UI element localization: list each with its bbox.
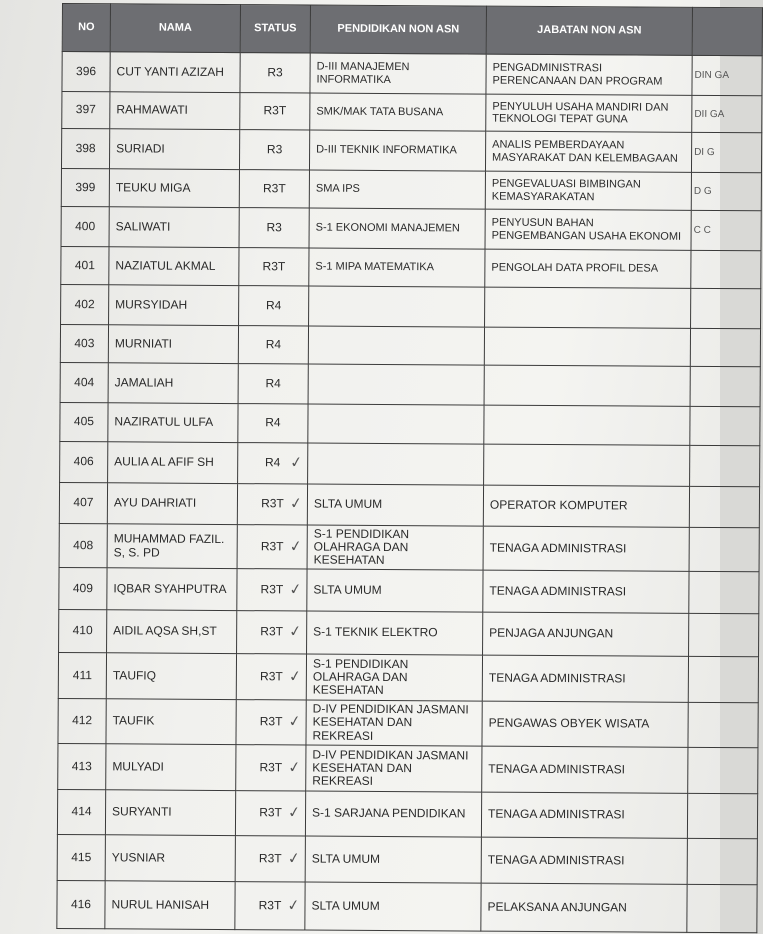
nama-cell: SURYANTI	[105, 790, 235, 836]
pendidikan-cell: S-1 EKONOMI MANAJEMEN	[309, 208, 485, 249]
extra-cell	[687, 793, 757, 838]
no-cell: 403	[60, 324, 108, 362]
nama-cell: JAMALIAH	[108, 363, 238, 404]
jabatan-cell: PENJAGA ANJUNGAN	[483, 612, 689, 656]
jabatan-cell: TENAGA ADMINISTRASI	[482, 655, 688, 702]
check-mark-icon: ✓	[289, 453, 305, 472]
jabatan-cell: PENGEVALUASI BIMBINGAN KEMASYARAKATAN	[485, 171, 691, 210]
nama-cell: RAHMAWATI	[110, 92, 240, 130]
status-text: R4	[265, 415, 281, 430]
pendidikan-cell: SLTA UMUM	[305, 882, 481, 931]
jabatan-cell	[484, 444, 690, 486]
nama-cell: YUSNIAR	[105, 835, 235, 882]
jabatan-cell	[484, 405, 690, 445]
pendidikan-cell: S-1 SARJANA PENDIDIKAN	[305, 791, 481, 837]
check-mark-icon: ✓	[289, 494, 304, 513]
table-row	[58, 743, 758, 793]
extra-cell	[689, 527, 759, 571]
jabatan-cell: TENAGA ADMINISTRASI	[481, 837, 687, 884]
extra-cell: DI G	[691, 132, 761, 172]
status-text: R3T	[260, 582, 284, 597]
status-cell	[238, 364, 308, 404]
extra-cell	[690, 406, 760, 445]
nama-cell: TAUFIK	[106, 699, 236, 745]
nama-cell: NURUL HANISAH	[105, 881, 235, 930]
status-cell	[238, 404, 308, 443]
extra-cell	[690, 445, 760, 486]
status-text: R4	[265, 298, 282, 313]
table-row	[59, 567, 759, 613]
no-cell: 402	[61, 284, 109, 324]
pendidikan-cell: S-1 MIPA MATEMATIKA	[309, 248, 485, 287]
table-row	[57, 834, 757, 884]
jabatan-cell: PENGOLAH DATA PROFIL DESA	[485, 249, 691, 288]
check-mark-icon: ✓	[287, 803, 303, 822]
no-cell: 414	[57, 789, 105, 834]
table-row	[61, 206, 761, 250]
status-text: R3	[266, 220, 282, 235]
status-cell	[235, 791, 305, 836]
nama-cell: MUHAMMAD FAZIL. S, S. PD	[107, 524, 237, 569]
no-cell: 404	[60, 362, 108, 402]
header-extra	[692, 7, 762, 55]
nama-cell: IQBAR SYAHPUTRA	[107, 568, 237, 611]
nama-cell: SURIADI	[109, 129, 239, 170]
jabatan-cell: TENAGA ADMINISTRASI	[483, 570, 689, 613]
jabatan-cell	[484, 365, 690, 406]
status-text: R3T	[260, 539, 284, 554]
nama-cell: MURSYIDAH	[109, 285, 239, 326]
status-text: R3T	[262, 259, 286, 274]
status-cell	[237, 525, 307, 569]
nama-cell: NAZIRATUL ULFA	[108, 403, 238, 443]
nama-cell: SALIWATI	[109, 207, 239, 248]
pendidikan-cell	[309, 286, 485, 327]
extra-cell: C C	[691, 210, 761, 250]
table-row	[60, 362, 760, 406]
table-body	[57, 52, 762, 933]
pendidikan-cell: S-1 TEKNIK ELEKTRO	[307, 611, 483, 655]
extra-cell	[691, 288, 761, 328]
status-text: R3T	[262, 181, 286, 196]
status-text: R4	[265, 376, 281, 391]
jabatan-cell: OPERATOR KOMPUTER	[483, 485, 689, 527]
extra-cell	[687, 884, 757, 932]
check-mark-icon: ✓	[287, 712, 303, 731]
pendidikan-cell: SLTA UMUM	[307, 569, 483, 612]
header-status: STATUS	[240, 5, 310, 53]
table-row	[59, 609, 759, 656]
table-header-row	[62, 4, 762, 56]
header-nama: NAMA	[110, 4, 240, 53]
status-cell	[235, 836, 305, 882]
status-text: R3T	[258, 851, 282, 866]
table-row	[58, 698, 758, 747]
status-text: R3T	[259, 714, 283, 729]
status-cell	[238, 443, 308, 484]
status-cell	[239, 286, 309, 326]
header-pendidikan: PENDIDIKAN NON ASN	[310, 5, 486, 54]
pendidikan-cell: D-III TEKNIK INFORMATIKA	[309, 130, 485, 171]
pendidikan-cell	[308, 443, 484, 485]
nama-cell: AULIA AL AFIF SH	[108, 442, 238, 484]
pendidikan-cell	[308, 326, 484, 365]
check-mark-icon: ✓	[288, 579, 304, 599]
table-row	[60, 441, 760, 486]
status-cell	[235, 882, 305, 930]
status-cell	[236, 745, 306, 791]
extra-cell: DII GA	[692, 95, 762, 132]
header-no: NO	[62, 4, 110, 52]
jabatan-cell: TENAGA ADMINISTRASI	[483, 526, 689, 571]
extra-cell	[690, 366, 760, 406]
no-cell: 397	[62, 92, 110, 129]
nama-cell: AIDIL AQSA SH,ST	[107, 610, 237, 654]
nama-cell: MURNIATI	[108, 325, 238, 364]
table-row	[60, 402, 760, 445]
status-cell	[240, 93, 310, 130]
extra-cell	[690, 328, 760, 366]
pendidikan-cell: SMA IPS	[309, 170, 485, 209]
status-text: R3T	[260, 669, 283, 684]
table-row	[58, 652, 758, 702]
table-row	[61, 168, 761, 210]
no-cell: 416	[57, 880, 105, 928]
header-jabatan: JABATAN NON ASN	[486, 6, 692, 55]
status-cell	[239, 130, 309, 170]
jabatan-cell	[485, 287, 691, 328]
status-text: R3T	[261, 496, 284, 511]
jabatan-cell: PENYULUH USAHA MANDIRI DAN TEKNOLOGI TEPAT GUNA	[486, 94, 692, 132]
pendidikan-cell	[308, 404, 484, 444]
nama-cell: MULYADI	[106, 744, 236, 791]
status-text: R4	[264, 455, 281, 470]
no-cell: 411	[58, 652, 106, 698]
jabatan-cell: PENGADMINISTRASI PERENCANAAN DAN PROGRAM	[486, 54, 692, 95]
status-text: R3	[266, 142, 283, 157]
status-cell	[239, 248, 309, 286]
extra-cell	[687, 838, 757, 884]
extra-cell: D G	[691, 172, 761, 210]
status-cell	[239, 208, 309, 248]
jabatan-cell: PENGAWAS OBYEK WISATA	[482, 701, 688, 747]
pendidikan-cell: D-IV PENDIDIKAN JASMANI KESEHATAN DAN REKREASI	[306, 745, 482, 792]
no-cell: 405	[60, 402, 108, 441]
status-cell	[240, 53, 310, 93]
extra-cell	[689, 571, 759, 613]
pendidikan-cell: SMK/MAK TATA BUSANA	[310, 93, 486, 131]
status-cell	[238, 326, 308, 364]
no-cell: 396	[62, 52, 110, 92]
status-text: R3T	[263, 103, 287, 118]
table-row	[61, 129, 761, 173]
no-cell: 413	[58, 743, 106, 789]
status-cell	[239, 170, 309, 208]
extra-cell	[689, 613, 759, 656]
check-mark-icon: ✓	[286, 895, 302, 915]
table-row	[60, 324, 760, 366]
pendidikan-cell: S-1 PENDIDIKAN OLAHRAGA DAN KESEHATAN	[307, 525, 483, 570]
nama-cell: NAZIATUL AKMAL	[109, 247, 239, 286]
no-cell: 401	[61, 246, 109, 284]
table-row	[57, 789, 757, 838]
extra-cell	[688, 656, 758, 702]
check-mark-icon: ✓	[288, 536, 304, 556]
check-mark-icon: ✓	[288, 622, 304, 641]
no-cell: 415	[57, 834, 105, 880]
jabatan-cell: ANALIS PEMBERDAYAAN MASYARAKAT DAN KELEMBAGAAN	[485, 131, 691, 172]
no-cell: 400	[61, 206, 109, 246]
check-mark-icon: ✓	[288, 666, 303, 686]
extra-cell	[688, 702, 758, 747]
check-mark-icon: ✓	[287, 757, 303, 777]
status-cell	[236, 654, 306, 700]
table-row	[61, 246, 761, 288]
nama-cell: AYU DAHRIATI	[107, 483, 237, 525]
nama-cell: TEUKU MIGA	[109, 169, 239, 208]
table-row	[59, 523, 759, 571]
extra-cell	[688, 747, 758, 793]
jabatan-cell	[484, 327, 690, 366]
jabatan-cell: TENAGA ADMINISTRASI	[482, 746, 688, 793]
nama-cell: CUT YANTI AZIZAH	[110, 52, 240, 93]
no-cell: 410	[59, 609, 107, 652]
status-text: R3T	[260, 624, 284, 639]
pendidikan-cell	[308, 364, 484, 405]
table-row	[57, 880, 757, 932]
no-cell: 407	[59, 482, 107, 523]
no-cell: 406	[60, 441, 108, 482]
employee-table	[56, 3, 763, 933]
jabatan-cell: PELAKSANA ANJUNGAN	[481, 883, 687, 932]
pendidikan-cell: D-III MANAJEMEN INFORMATIKA	[310, 53, 486, 94]
status-text: R3T	[258, 898, 282, 913]
jabatan-cell: TENAGA ADMINISTRASI	[481, 792, 687, 838]
pendidikan-cell: S-1 PENDIDIKAN OLAHRAGA DAN KESEHATAN	[306, 654, 482, 701]
status-text: R3	[267, 65, 283, 80]
check-mark-icon: ✓	[287, 848, 302, 868]
pendidikan-cell: SLTA UMUM	[307, 484, 483, 526]
nama-cell: TAUFIQ	[106, 653, 236, 700]
status-cell	[237, 611, 307, 654]
table-row	[61, 284, 761, 328]
extra-cell	[691, 250, 761, 288]
extra-cell	[689, 486, 759, 527]
status-text: R3T	[259, 760, 283, 775]
no-cell: 408	[59, 523, 107, 567]
pendidikan-cell: SLTA UMUM	[305, 836, 481, 883]
no-cell: 398	[61, 129, 109, 169]
no-cell: 409	[59, 567, 107, 609]
status-cell	[237, 484, 307, 525]
pendidikan-cell: D-IV PENDIDIKAN JASMANI KESEHATAN DAN REKREASI	[306, 700, 482, 746]
no-cell: 412	[58, 698, 106, 743]
extra-cell: DIN GA	[692, 55, 762, 95]
status-text: R3T	[259, 805, 282, 820]
status-cell	[236, 700, 306, 745]
status-cell	[237, 569, 307, 611]
table-row	[62, 92, 762, 133]
no-cell: 399	[61, 168, 109, 206]
status-text: R4	[265, 337, 282, 352]
table-row	[62, 52, 762, 96]
table-row	[59, 482, 759, 527]
jabatan-cell: PENYUSUN BAHAN PENGEMBANGAN USAHA EKONOMI	[485, 209, 691, 250]
